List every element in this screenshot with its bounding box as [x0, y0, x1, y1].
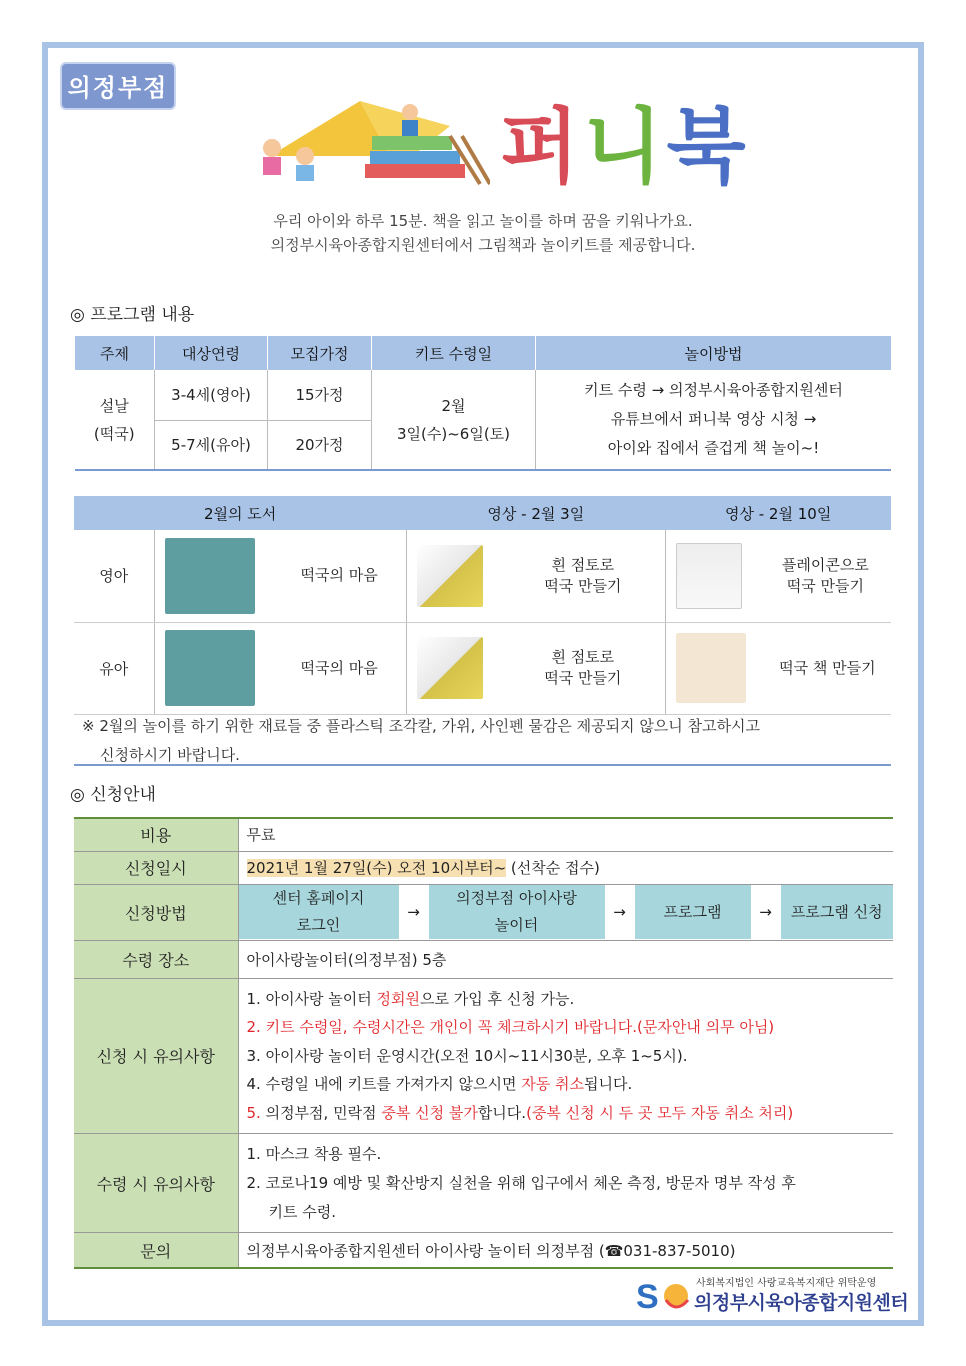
rice-cake-book-image: [676, 633, 746, 703]
caution-red: 5.: [246, 1103, 261, 1122]
book-title: 떡국의 마음: [300, 658, 378, 677]
arrow-icon: →: [407, 903, 420, 921]
families-cell: 20가정: [268, 420, 372, 470]
cost-label: 비용: [74, 818, 238, 851]
receive-item-2: 2. 코로나19 예방 및 확산방지 실천을 위해 입구에서 체온 측정, 방문자 명부 작성 후: [246, 1174, 796, 1193]
col-kit-date: 키트 수령일: [372, 336, 536, 370]
video-1-text: 흰 점토로 떡국 만들기: [544, 648, 622, 687]
title-char-2: 니: [583, 100, 667, 195]
col-video-2: 영상 - 2월 10일: [665, 496, 891, 530]
step-playground: 의정부점 아이사랑 놀이터: [429, 885, 605, 939]
method-cell: [536, 370, 892, 470]
date-highlight: 2021년 1월 27일(수) 오전 10시부터~: [246, 859, 507, 877]
receive-list: [238, 1134, 893, 1233]
apply-heading: ◎ 신청안내: [70, 785, 156, 805]
book-cell: [154, 622, 406, 714]
video-2-cell: [665, 530, 891, 622]
receive-item-2-cont: 키트 수령.: [268, 1202, 336, 1221]
place-label: 수령 장소: [74, 940, 238, 978]
note-line-1: ※ 2월의 놀이를 하기 위한 재료들 중 플라스틱 조각칼, 가위, 사인펜 물감은 제공되지 않으니 참고하시고: [82, 717, 761, 735]
receive-item-1: 1. 마스크 착용 필수.: [246, 1145, 382, 1164]
contact-value: 의정부시육아종합지원센터 아이사랑 놀이터 의정부점 (☎031-837-5010): [238, 1233, 893, 1268]
group-cell: 영아: [74, 530, 154, 622]
method-line-3: 아이와 집에서 즐겁게 책 놀이~!: [607, 439, 820, 457]
video-2-text: 플레이콘으로 떡국 만들기: [781, 555, 869, 595]
caution-text: 의정부점, 민락점: [260, 1103, 382, 1122]
families-cell: 15가정: [268, 370, 372, 420]
branch-tag: 의정부점: [60, 62, 176, 110]
book-title: 떡국의 마음: [300, 566, 378, 585]
col-method: 놀이방법: [536, 336, 892, 370]
caution-red: (중복 신청 시 두 곳 모두 자동 취소 처리): [526, 1103, 794, 1122]
video-1-text: 흰 점토로 떡국 만들기: [544, 555, 622, 595]
step-apply: 프로그램 신청: [781, 885, 894, 939]
age-cell: 3-4세(영아): [155, 370, 268, 420]
age-cell: 5-7세(유아): [155, 420, 268, 470]
title-char-1: 퍼: [500, 100, 584, 195]
method-label: 신청방법: [74, 884, 238, 940]
theme-cell: 설날 (떡국): [75, 370, 155, 470]
clay-kit-image: [417, 637, 483, 699]
caution-text: 합니다.: [477, 1103, 527, 1122]
svg-text:S: S: [636, 1278, 659, 1316]
caution-text: 으로 가입 후 신청 가능.: [420, 989, 575, 1008]
method-line-1: 키트 수령 → 의정부시육아종합지원센터: [584, 381, 843, 399]
intro-line-1: 우리 아이와 하루 15분. 책을 읽고 놀이를 하며 꿈을 키워나가요.: [273, 212, 693, 230]
video-1-cell: [406, 622, 665, 714]
divider: [74, 764, 891, 766]
children-reading-illustration: [250, 96, 490, 190]
book-cover-image: [165, 538, 255, 614]
caution-red: 중복 신청 불가: [381, 1103, 478, 1122]
note-line-2: 신청하시기 바랍니다.: [100, 746, 240, 764]
col-theme: 주제: [75, 336, 155, 370]
books-table: [74, 496, 891, 715]
step-program: 프로그램: [635, 885, 751, 939]
caution-list: [238, 978, 893, 1134]
caution-label: 신청 시 유의사항: [74, 978, 238, 1134]
video-2-cell: [665, 622, 891, 714]
footer-center-name: 의정부시육아종합지원센터: [694, 1292, 909, 1314]
video-2-text: 떡국 책 만들기: [779, 658, 876, 677]
video-1-cell: [406, 530, 665, 622]
caution-text: 4. 수령일 내에 키트를 가져가지 않으시면: [246, 1075, 522, 1094]
playcorn-image: [676, 543, 742, 609]
arrow-icon: →: [613, 903, 626, 921]
kit-date-line-1: 2월: [441, 396, 466, 415]
program-table: [74, 336, 891, 471]
date-value: [238, 851, 893, 884]
book-cell: [154, 530, 406, 622]
caution-item-5: [247, 1099, 894, 1128]
kit-date-line-2: 3일(수)~6일(토): [396, 424, 511, 443]
col-book: 2월의 도서: [74, 496, 406, 530]
caution-red: 자동 취소: [521, 1075, 584, 1094]
date-label: 신청일시: [74, 851, 238, 884]
col-video-1: 영상 - 2월 3일: [406, 496, 665, 530]
title-char-3: 북: [666, 100, 750, 195]
materials-note: [82, 712, 892, 770]
caution-red: 정회원: [376, 989, 421, 1008]
intro-line-2: 의정부시육아종합지원센터에서 그림책과 놀이키트를 제공합니다.: [270, 236, 696, 254]
method-line-2: 유튜브에서 퍼니북 영상 시청 →: [610, 410, 817, 428]
apply-table: [74, 817, 893, 1269]
book-cover-image: [165, 630, 255, 706]
cost-value: 무료: [238, 818, 893, 851]
caution-item-4: [247, 1070, 894, 1099]
caution-item-1: [247, 985, 894, 1014]
step-login: 센터 홈페이지 로그인: [239, 885, 399, 939]
group-cell: 유아: [74, 622, 154, 714]
funny-book-title: [500, 98, 750, 198]
date-rest: (선착순 접수): [506, 859, 600, 877]
kit-date-cell: [372, 370, 536, 470]
clay-kit-image: [417, 545, 483, 607]
col-age: 대상연령: [155, 336, 268, 370]
caution-text: 됩니다.: [584, 1075, 633, 1094]
caution-text: 1. 아이사랑 놀이터: [246, 989, 377, 1008]
program-heading: ◎ 프로그램 내용: [70, 305, 195, 325]
receive-label: 수령 시 유의사항: [74, 1134, 238, 1233]
place-value: 아이사랑놀이터(의정부점) 5층: [238, 940, 893, 978]
contact-label: 문의: [74, 1233, 238, 1268]
arrow-icon: →: [759, 903, 772, 921]
caution-item-3: 3. 아이사랑 놀이터 운영시간(오전 10시~11시30분, 오후 1~5시).: [246, 1046, 688, 1065]
method-steps: [238, 884, 893, 940]
caution-item-2: 2. 키트 수령일, 수령시간은 개인이 꼭 체크하시기 바랍니다.(문자안내 의무 아님): [246, 1018, 775, 1037]
col-families: 모집가정: [268, 336, 372, 370]
footer-operator: 사회복지법인 사랑교육복지재단 위탁운영: [696, 1278, 877, 1289]
